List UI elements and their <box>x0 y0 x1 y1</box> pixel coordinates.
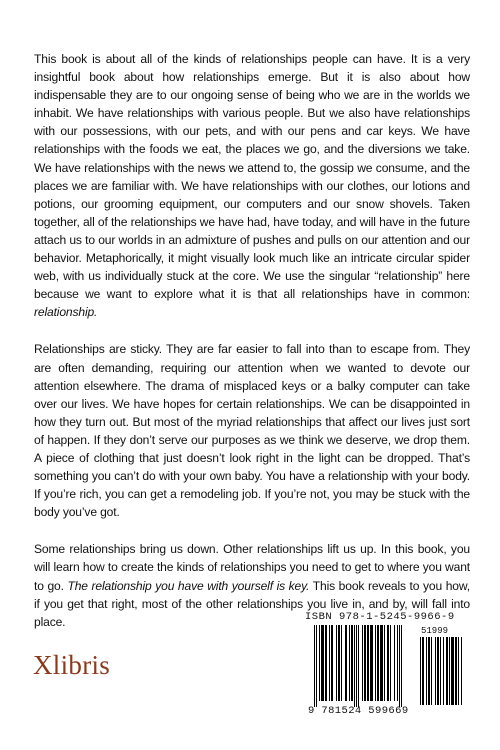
blurb-paragraph-3-text-b: This book reveals to you how, if you get that right, most of the other relationships you live in, and by, will fall into place. <box>34 578 470 629</box>
blurb-paragraph-3-emphasis: The relationship you have with yourself is key. <box>67 578 310 593</box>
blurb-paragraph-3-text-a: Some relationships bring us down. Other relationships lift us up. In this book, you will learn how to create the kinds of relationships you need to get to where you want to go. <box>34 542 470 593</box>
addon-barcode-bars <box>420 637 464 707</box>
price-code: 51999 <box>421 626 449 636</box>
blurb-paragraph-1-text: This book is about all of the kinds of relationships people can have. It is a very insightful book about how relationships emerge. But it is also about how indispensable they are to our ongoing sense of being who we are in the worlds we inhabit. We have relationships with various people. But we also have relationships with our possessions, with our pets, and with our pens and car keys. We have relationships with the foods we eat, the places we go, and the diversions we take. We have relationships with the news we attend to, the gossip we consume, and the places we are familiar with. We have relationships with our clothes, our lotions and potions, our grooming equipment, our computers and our snow shovels. Taken together, all of the relationships we have had, have today, and will have in the future attach us to our worlds in an admixture of pushes and pulls on our attention and our behavior. Metaphorically, it might visually look much like an intricate circular spider web, with us individually stuck at the core. We use the singular “relationship” here because we want to explore what it is that all relationships have in common: <box>34 52 470 302</box>
blurb-paragraph-1-emphasis: relationship. <box>34 305 98 320</box>
isbn-text: ISBN 978-1-5245-9966-9 <box>305 611 455 623</box>
isbn-barcode <box>300 611 470 720</box>
blurb-paragraph-2: Relationships are sticky. They are far easier to fall into than to escape from. They are often demanding, requiring our attention when we wanted to devote our attention elsewhere. The drama of misplaced keys or a balky computer can take over our lives. We have hopes for certain relationships. We can be disappointed in how they turn out. But most of the myriad relationships that affect our lives just sort of happen. If they don’t serve our purposes as we think we deserve, we drop them. A piece of clothing that just doesn’t look right in the light can be dropped. That’s something you can’t do with your own baby. You have a relationship with your body. If you’re rich, you can get a remodeling job. If you’re not, you may be stuck with the body you’ve got. <box>34 342 470 520</box>
publisher-logo: Xlibris <box>33 650 111 680</box>
back-cover-blurb <box>34 50 470 631</box>
ean-digits: 9 781524 599669 <box>308 705 409 717</box>
blurb-paragraph-1 <box>34 50 470 321</box>
ean-barcode-bars <box>314 625 418 707</box>
